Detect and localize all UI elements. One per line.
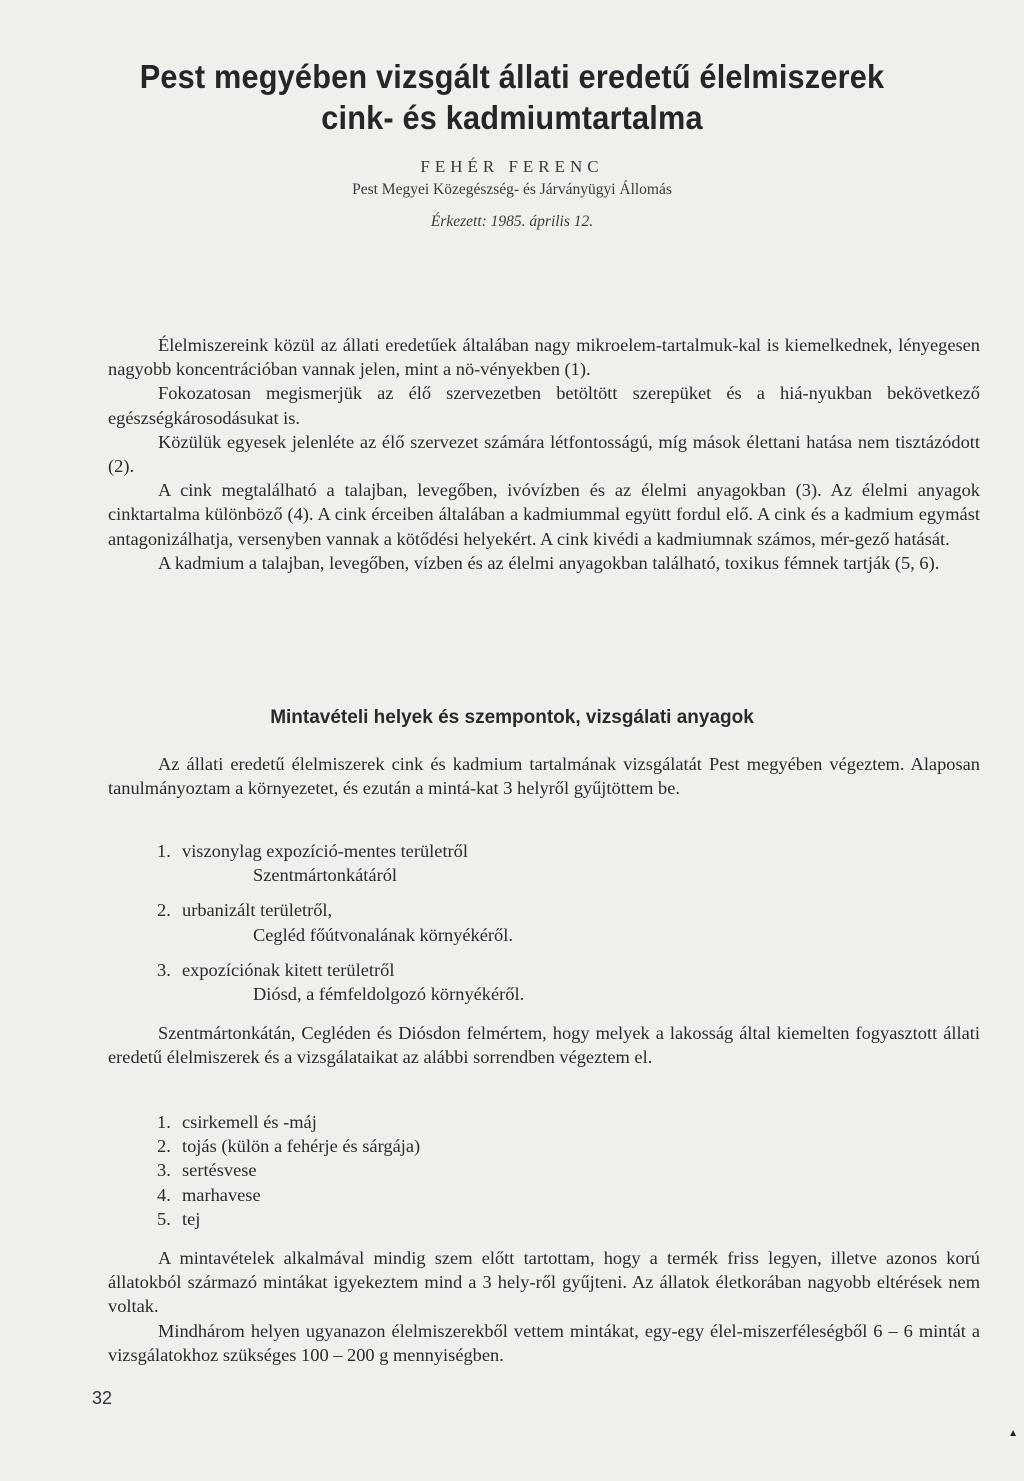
- intro-paragraph: A cink megtalálható a talajban, levegőben, ivóvízben és az élelmi anyagokban (3). Az élelmi anyagok cinktartalma különböző (4). A cink érceiben általában a kadmiummal együtt fordul elő. A cink és a kadmium egymást antagonizálhatja, versenyben vannak a kötődési helyekért. A cink kivédi a kadmiumnak számos, mér-gező hatását.: [108, 480, 980, 549]
- food-item: csirkemell és -máj: [182, 1112, 317, 1132]
- food-item: sertésvese: [182, 1160, 257, 1181]
- list-item: [157, 898, 524, 946]
- list-item: [157, 839, 524, 887]
- intro-paragraph: Fokozatosan megismerjük az élő szervezetben betöltött szerepüket és a hiá-nyukban bekövetkező egészségkárosodásukat is.: [108, 383, 980, 428]
- closing-paragraph: Mindhárom helyen ugyanazon élelmiszerekből vettem mintákat, egy-egy élel-miszerféleségből 6 – 6 mintát a vizsgálatokhoz szükséges 100 – 200 g mennyiségben.: [108, 1320, 980, 1365]
- food-item: tej: [182, 1208, 201, 1229]
- article-title-line2: cink- és kadmiumtartalma: [321, 99, 703, 136]
- received-date: Érkezett: 1985. április 12.: [430, 213, 594, 230]
- intro-paragraph: Élelmiszereink közül az állati eredetűek általában nagy mikroelem-tartalmuk-kal is kiemelkednek, lényegesen nagyobb koncentrációban vannak jelen, mint a nö-vényekben (1).: [108, 335, 980, 380]
- closing-section: [108, 1246, 980, 1367]
- methods-paragraph: Szentmártonkátán, Cegléden és Diósdon felmértem, hogy melyek a lakosság által kiemelten fogyasztott állati eredetű élelmiszerek és a vizsgálataikat az alábbi sorrendben végeztem el.: [108, 1023, 980, 1068]
- intro-paragraph: Közülük egyesek jelenléte az élő szervezet számára létfontosságú, míg mások élettani hatása nem tisztázódott (2).: [108, 431, 980, 477]
- site-description: viszonylag expozíció-mentes területről: [182, 841, 468, 861]
- sampling-sites-list: [157, 839, 524, 1017]
- list-number: 2.: [157, 900, 171, 921]
- author-affiliation: Pest Megyei Közegészség- és Járványügyi Állomás: [352, 181, 672, 198]
- section-heading: Mintavételi helyek és szempontok, vizsgálati anyagok: [270, 707, 754, 728]
- list-number: 2.: [157, 1136, 171, 1157]
- section-paragraph: [108, 1021, 980, 1069]
- page-number: 32: [92, 1388, 113, 1408]
- list-item: [157, 1183, 420, 1207]
- food-list: [157, 1110, 420, 1231]
- list-item: [157, 1134, 420, 1158]
- site-description: urbanizált területről,: [182, 900, 333, 921]
- list-item: [157, 958, 524, 1006]
- section-paragraph: [108, 752, 980, 800]
- methods-paragraph: Az állati eredetű élelmiszerek cink és kadmium tartalmának vizsgálatát Pest megyében végeztem. Alaposan tanulmányoztam a környezetet, és ezután a mintá-kat 3 helyről gyűjtöttem be.: [108, 754, 980, 799]
- site-description: expozíciónak kitett területről: [182, 959, 395, 980]
- list-item: [157, 1110, 420, 1134]
- food-item: marhavese: [182, 1184, 261, 1205]
- list-number: 3.: [157, 959, 171, 980]
- list-item: [157, 1207, 420, 1231]
- intro-section: [108, 333, 980, 575]
- article-title-line1: Pest megyében vizsgált állati eredetű élelmiszerek: [139, 58, 885, 95]
- list-number: 1.: [157, 841, 171, 861]
- site-location: Cegléd főútvonalának környékéről.: [253, 924, 513, 945]
- author-name: FEHÉR FERENC: [420, 157, 604, 176]
- list-number: 5.: [157, 1208, 171, 1229]
- food-item: tojás (külön a fehérje és sárgája): [182, 1136, 421, 1157]
- list-item: [157, 1158, 420, 1182]
- scan-edge-mark: ▲: [1008, 1428, 1018, 1439]
- list-number: 4.: [157, 1184, 171, 1205]
- site-location: Diósd, a fémfeldolgozó környékéről.: [253, 984, 525, 1005]
- list-number: 3.: [157, 1160, 171, 1181]
- intro-paragraph: A kadmium a talajban, levegőben, vízben és az élelmi anyagokban található, toxikus fémnek tartják (5, 6).: [158, 552, 940, 573]
- article-title: [129, 56, 895, 138]
- list-number: 1.: [157, 1112, 171, 1132]
- site-location: Szentmártonkátáról: [253, 865, 398, 886]
- closing-paragraph: A mintavételek alkalmával mindig szem előtt tartottam, hogy a termék friss legyen, illetve azonos korú állatokból származó mintákat igyekeztem mind a 3 hely-ről gyűjteni. Az állatok életkorában nagyobb eltérések nem voltak.: [108, 1248, 980, 1317]
